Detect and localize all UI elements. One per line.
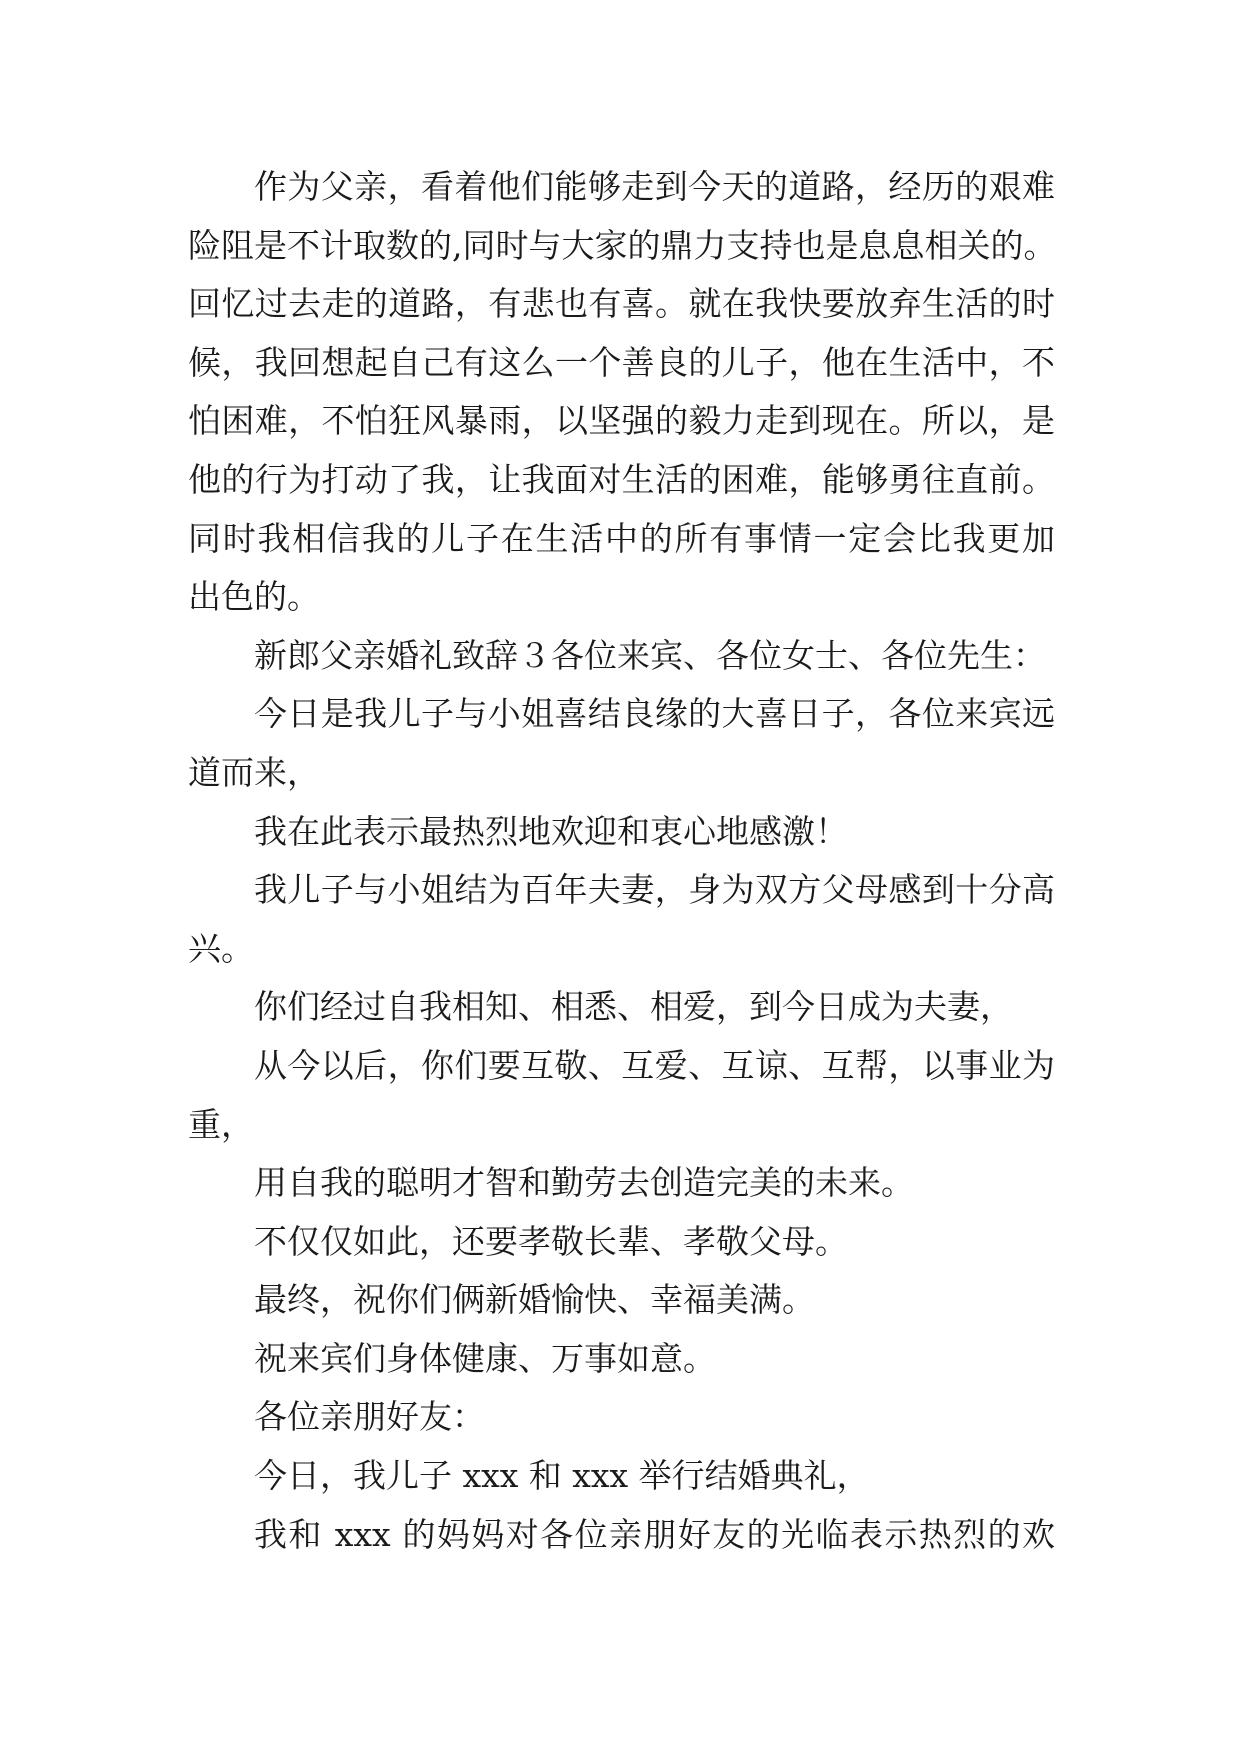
document-line: 回忆过去走的道路，有悲也有喜。就在我快要放弃生活的时: [188, 284, 1055, 324]
document-line: 险阻是不计取数的,同时与大家的鼎力支持也是息息相关的。: [188, 225, 1057, 265]
document-line: 我和 xxx 的妈妈对各位亲朋好友的光临表示热烈的欢: [254, 1514, 1055, 1554]
document-line: 祝来宾们身体健康、万事如意。: [254, 1338, 716, 1378]
document-line: 新郎父亲婚礼致辞３各位来宾、各位女士、各位先生：: [254, 635, 1046, 675]
document-line: 我儿子与小姐结为百年夫妻，身为双方父母感到十分高: [254, 870, 1055, 910]
document-line: 用自我的聪明才智和勤劳去创造完美的未来。: [254, 1163, 914, 1203]
document-body: [188, 158, 1055, 1564]
document-line: 兴。: [188, 928, 254, 968]
document-line: 同时我相信我的儿子在生活中的所有事情一定会比我更加: [188, 518, 1055, 558]
document-line: 你们经过自我相知、相悉、相爱，到今日成为夫妻，: [254, 987, 1013, 1027]
document-line: 出色的。: [188, 577, 320, 617]
document-line: 最终，祝你们俩新婚愉快、幸福美满。: [254, 1280, 815, 1320]
document-line: 我在此表示最热烈地欢迎和衷心地感激！: [254, 811, 848, 851]
document-line: 今日是我儿子与小姐喜结良缘的大喜日子，各位来宾远: [254, 694, 1055, 734]
document-line: 道而来，: [188, 752, 320, 792]
document-line: 怕困难，不怕狂风暴雨，以坚强的毅力走到现在。所以，是: [188, 401, 1055, 441]
document-line: 各位亲朋好友：: [254, 1397, 485, 1437]
document-line: 从今以后，你们要互敬、互爱、互谅、互帮，以事业为: [254, 1045, 1055, 1085]
document-line: 作为父亲，看着他们能够走到今天的道路，经历的艰难: [254, 167, 1055, 206]
document-line: 重，: [188, 1104, 254, 1144]
document-line: 他的行为打动了我，让我面对生活的困难，能够勇往直前。: [188, 459, 1055, 499]
document-line: 候，我回想起自己有这么一个善良的儿子，他在生活中，不: [188, 342, 1055, 382]
document-line: 今日，我儿子 xxx 和 xxx 举行结婚典礼，: [254, 1456, 870, 1496]
document-line: 不仅仅如此，还要孝敬长辈、孝敬父母。: [254, 1221, 848, 1261]
